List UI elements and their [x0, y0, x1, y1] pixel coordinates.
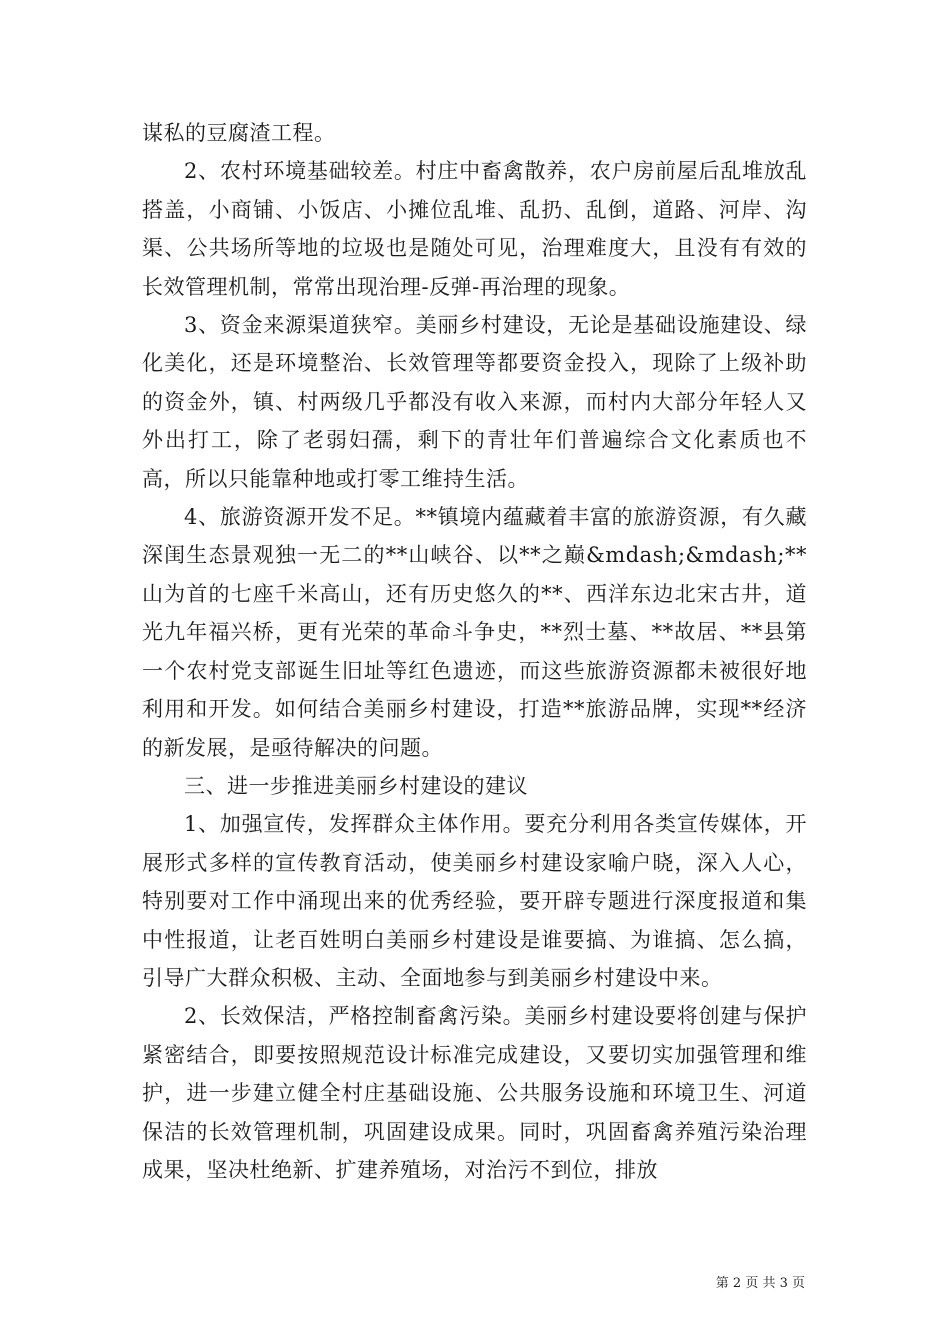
section-heading: 三、进一步推进美丽乡村建设的建议: [184, 773, 528, 798]
page-number-footer: 第 2 页 共 3 页: [715, 1276, 805, 1291]
paragraph-2: 3、资金来源渠道狭窄。美丽乡村建设，无论是基础设施建设、绿化美化，还是环境整治、长效管理等都要资金投入，现除了上级补助的资金外，镇、村两级几乎都没有收入来源，而村内大部分年轻人又外出打工，除了老弱妇孺，剩下的青壮年们普遍综合文化素质也不高，所以只能靠种地或打零工维持生活。: [142, 313, 807, 491]
paragraph-3: 4、旅游资源开发不足。**镇境内蕴藏着丰富的旅游资源，有久藏深闺生态景观独一无二的**山峡谷、以**之巅&mdash;&mdash;**山为首的七座千米高山，还有历史悠久的**、西洋东边北宋古井，道光九年福兴桥，更有光荣的革命斗争史，**烈士墓、**故居、**县第一个农村党支部诞生旧址等红色遗迹，而这些旅游资源都未被很好地利用和开发。如何结合美丽乡村建设，打造**旅游品牌，实现**经济的新发展，是亟待解决的问题。: [142, 505, 807, 760]
paragraph-0: 谋私的豆腐渣工程。: [142, 121, 336, 145]
document-body: [142, 114, 807, 1189]
paragraph-1: 2、农村环境基础较差。村庄中畜禽散养，农户房前屋后乱堆放乱搭盖，小商铺、小饭店、小摊位乱堆、乱扔、乱倒，道路、河岸、沟渠、公共场所等地的垃圾也是随处可见，治理难度大，且没有有效的长效管理机制，常常出现治理-反弹-再治理的现象。: [142, 159, 807, 299]
paragraph-6: 2、长效保洁，严格控制畜禽污染。美丽乡村建设要将创建与保护紧密结合，即要按照规范设计标准完成建设，又要切实加强管理和维护，进一步建立健全村庄基础设施、公共服务设施和环境卫生、河道保洁的长效管理机制，巩固建设成果。同时，巩固畜禽养殖污染治理成果，坚决杜绝新、扩建养殖场，对治污不到位，排放: [142, 1004, 807, 1182]
paragraph-5: 1、加强宣传，发挥群众主体作用。要充分利用各类宣传媒体，开展形式多样的宣传教育活动，使美丽乡村建设家喻户晓，深入人心，特别要对工作中涌现出来的优秀经验，要开辟专题进行深度报道和集中性报道，让老百姓明白美丽乡村建设是谁要搞、为谁搞、怎么搞，引导广大群众积极、主动、全面地参与到美丽乡村建设中来。: [142, 812, 807, 990]
